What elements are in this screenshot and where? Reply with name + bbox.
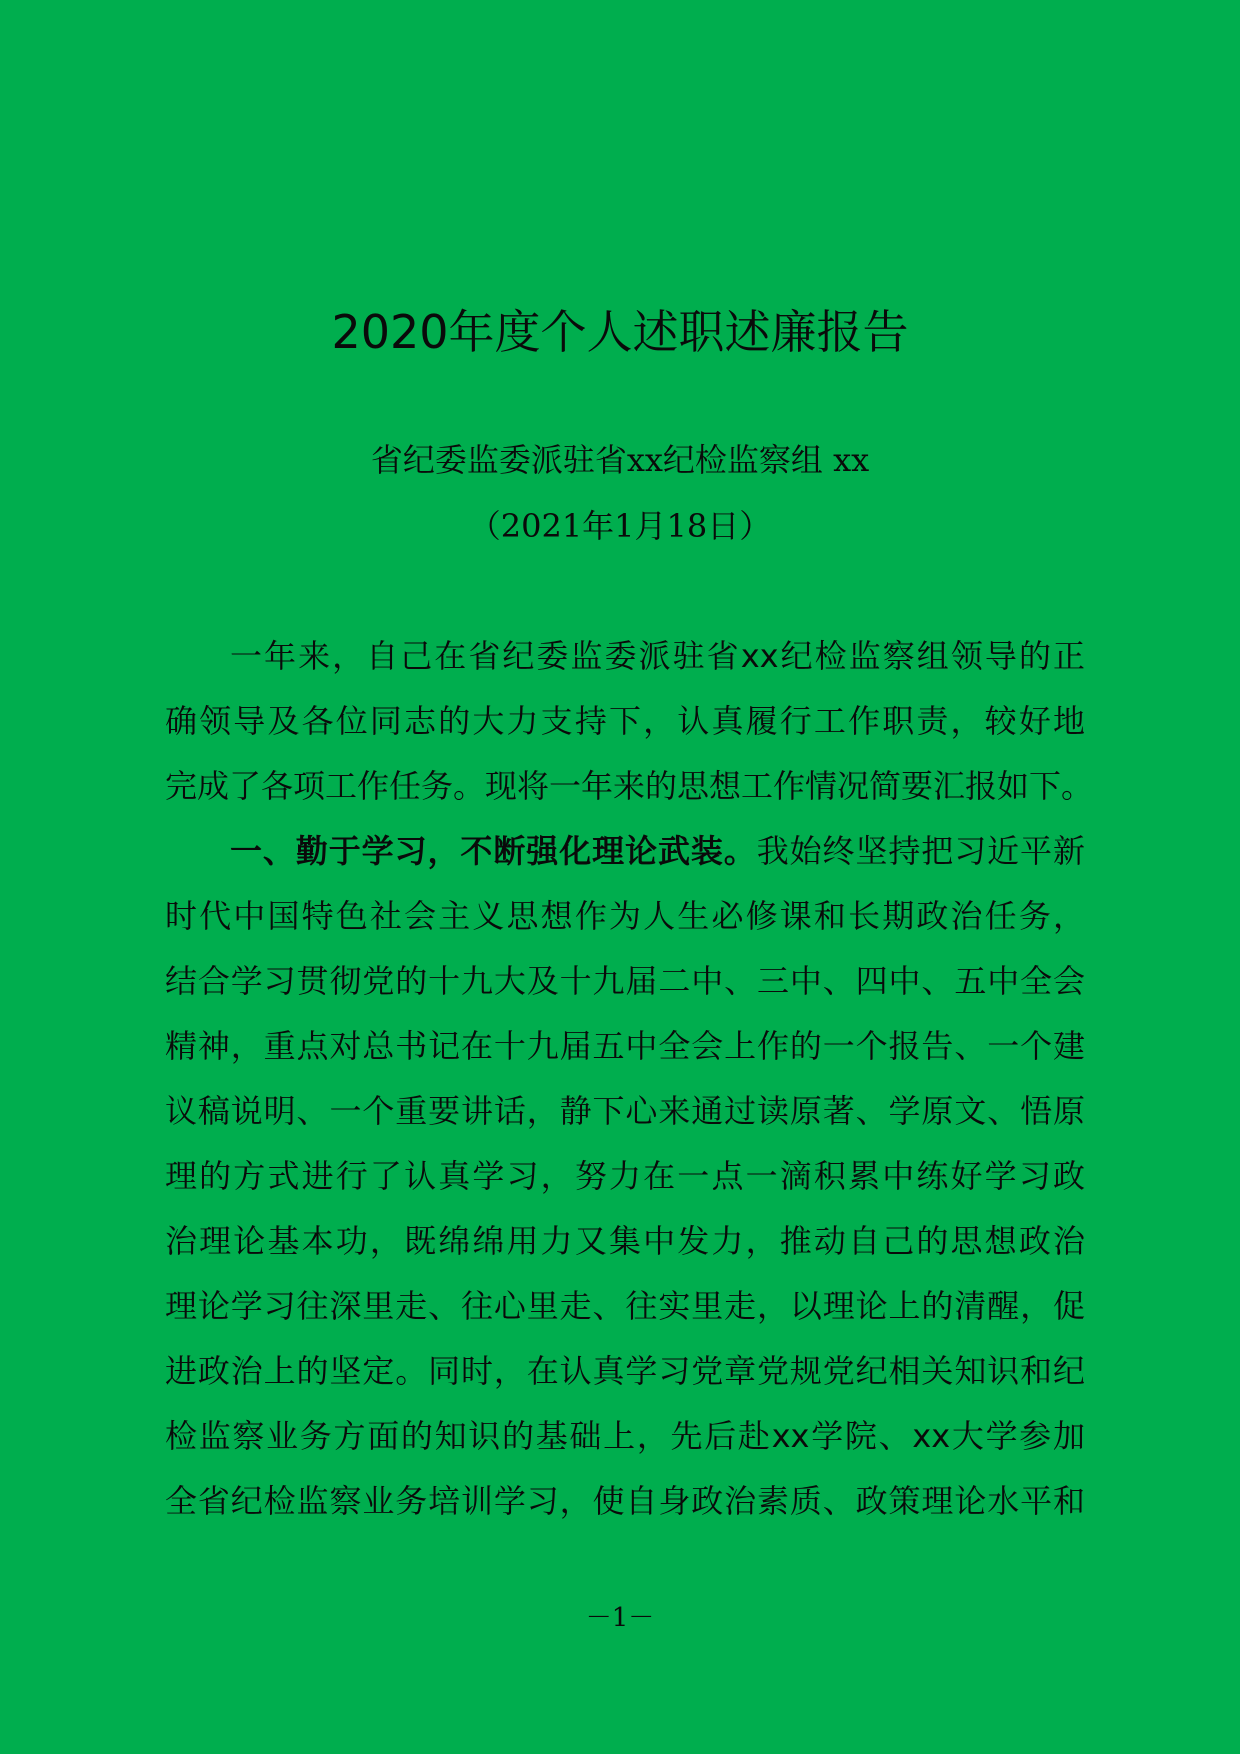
paragraph-line: 时代中国特色社会主义思想作为人生必修课和长期政治任务， (165, 897, 1085, 935)
page-number: －1－ (585, 1603, 655, 1633)
paragraph-line: 确领导及各位同志的大力支持下，认真履行工作职责，较好地 (165, 702, 1085, 740)
paragraph-line: 结合学习贯彻党的十九大及十九届二中、三中、四中、五中全会 (165, 962, 1085, 1000)
document-author: 省纪委监委派驻省xx纪检监察组 xx (370, 441, 870, 479)
document-body (165, 624, 1094, 1534)
paragraph-line: 理论学习往深里走、往心里走、往实里走，以理论上的清醒，促 (165, 1287, 1085, 1325)
paragraph-line: 完成了各项工作任务。现将一年来的思想工作情况简要汇报如下。 (165, 767, 1094, 805)
paragraph-line: 全省纪检监察业务培训学习，使自身政治素质、政策理论水平和 (165, 1482, 1085, 1520)
paragraph-text: 我始终坚持把习近平新 (756, 832, 1085, 870)
paragraph-line (165, 819, 1085, 884)
document-title: 2020年度个人述职述廉报告 (331, 305, 909, 359)
document-date: （2021年1月18日） (468, 507, 772, 545)
paragraph-line: 检监察业务方面的知识的基础上，先后赴xx学院、xx大学参加 (165, 1417, 1085, 1455)
paragraph-line: 精神，重点对总书记在十九届五中全会上作的一个报告、一个建 (165, 1027, 1085, 1065)
paragraph-line: 进政治上的坚定。同时，在认真学习党章党规党纪相关知识和纪 (165, 1352, 1085, 1390)
section-heading: 一、勤于学习，不断强化理论武装。 (230, 832, 757, 870)
paragraph-line: 理的方式进行了认真学习，努力在一点一滴积累中练好学习政 (165, 1157, 1085, 1195)
paragraph-line: 议稿说明、一个重要讲话，静下心来通过读原著、学原文、悟原 (165, 1092, 1085, 1130)
paragraph-line: 治理论基本功，既绵绵用力又集中发力，推动自己的思想政治 (165, 1222, 1085, 1260)
paragraph-line: 一年来，自己在省纪委监委派驻省xx纪检监察组领导的正 (230, 637, 1085, 675)
